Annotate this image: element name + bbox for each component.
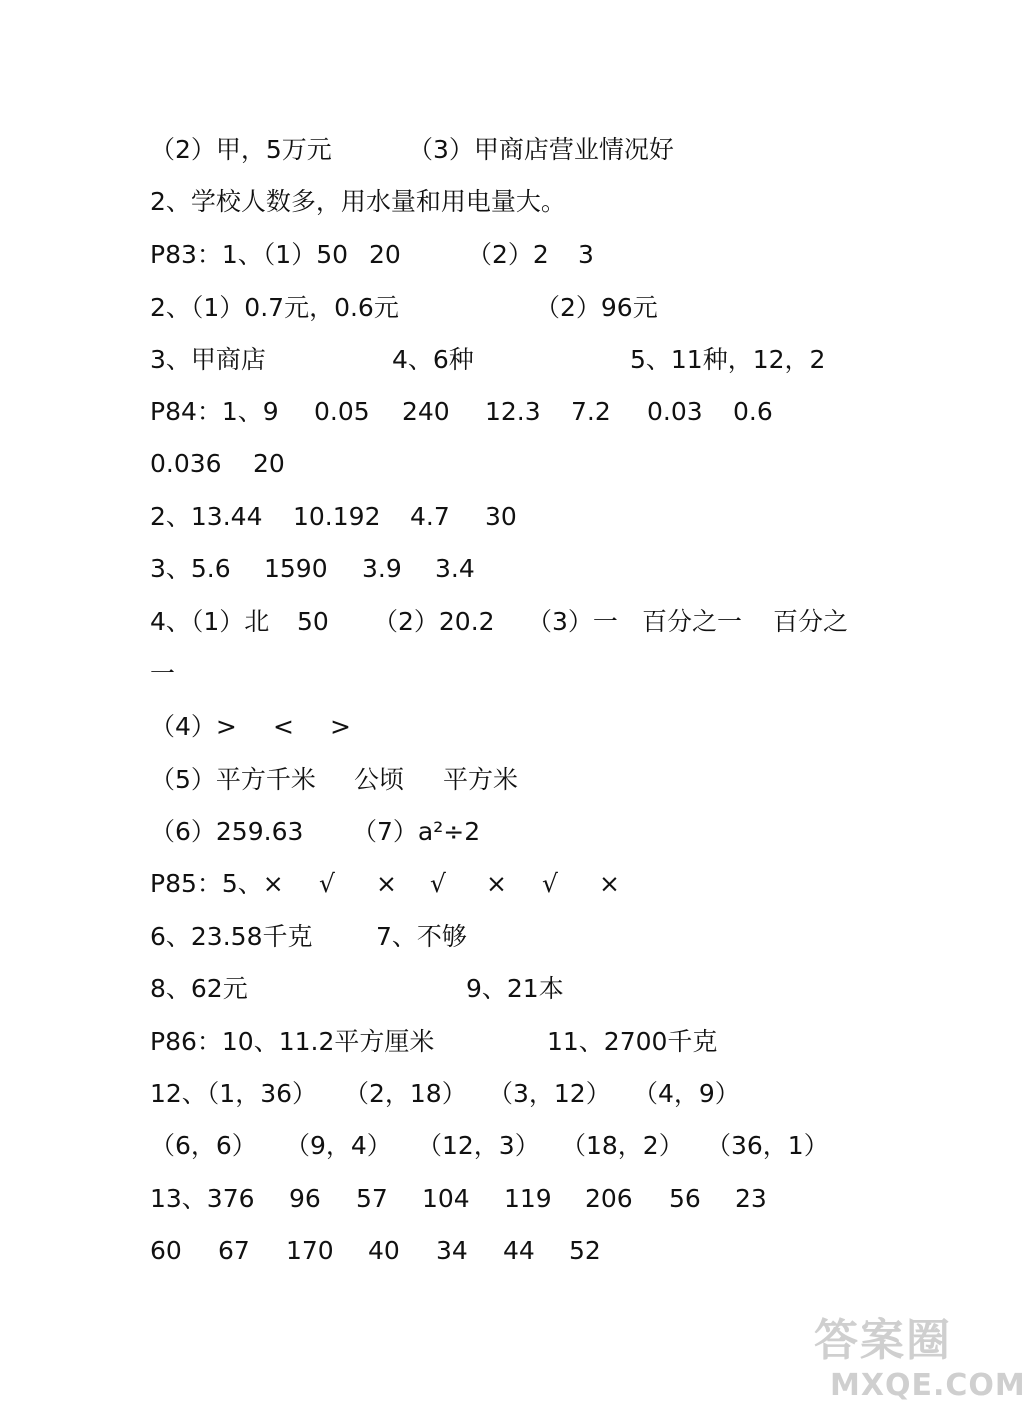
answer-segment: （36，1） [706, 1131, 829, 1160]
answer-segment: 百分之 [773, 607, 849, 636]
answer-segment: 52 [569, 1236, 601, 1265]
answer-segment: 6、23.58千克 [150, 922, 313, 951]
answer-line [0, 917, 1000, 957]
answer-segment: （2）甲，5万元 [150, 135, 332, 164]
answer-segment: 0.03 [647, 397, 703, 426]
answer-segment: × [376, 869, 397, 898]
answer-line [0, 602, 1000, 642]
answer-line [0, 864, 1000, 904]
answer-segment: （3）甲商店营业情况好 [408, 135, 674, 164]
answer-segment: P83：1、（1）50 [150, 240, 349, 269]
answer-line [0, 1074, 1000, 1114]
answer-segment: 34 [436, 1236, 468, 1265]
watermark-url-text: MXQE.COM [830, 1368, 1026, 1403]
answer-segment: 56 [669, 1184, 701, 1213]
answer-segment: （5）平方千米 [150, 765, 316, 794]
answer-segment: √ [430, 869, 446, 898]
answer-segment: （18，2） [561, 1131, 684, 1160]
answer-line [0, 1126, 1000, 1166]
answer-segment: 8、62元 [150, 974, 248, 1003]
answer-segment: 240 [402, 397, 450, 426]
answer-line [0, 1179, 1000, 1219]
answer-segment: （2）20.2 [373, 607, 495, 636]
answer-line [0, 549, 1000, 589]
answer-segment: 3、5.6 [150, 554, 231, 583]
answer-segment: （2，18） [344, 1079, 467, 1108]
watermark-logo [808, 1315, 1026, 1408]
watermark-top-text: 答案圈 [814, 1315, 952, 1366]
answer-segment: （4，9） [633, 1079, 740, 1108]
answer-segment: 30 [485, 502, 517, 531]
answer-line [0, 812, 1000, 852]
answer-segment: 百分之一 [642, 607, 743, 636]
answer-segment: 3.4 [435, 554, 475, 583]
answer-segment: 44 [503, 1236, 535, 1265]
answer-segment: 11、2700千克 [547, 1027, 718, 1056]
answer-segment: 一 [150, 659, 176, 688]
answer-line [0, 288, 1000, 328]
answer-line [0, 392, 1000, 432]
answer-line [0, 497, 1000, 537]
answer-segment: P86：10、11.2平方厘米 [150, 1027, 435, 1056]
answer-segment: 7、不够 [376, 922, 467, 951]
answer-segment: （2）96元 [535, 293, 658, 322]
answer-segment: （3，12） [488, 1079, 611, 1108]
answer-segment: P84：1、9 [150, 397, 279, 426]
answer-segment: 2、（1）0.7元，0.6元 [150, 293, 399, 322]
answer-segment: 96 [289, 1184, 321, 1213]
answer-segment: 0.036 [150, 449, 222, 478]
answer-segment: 3 [578, 240, 594, 269]
answer-segment: < [273, 712, 294, 741]
answer-segment: 0.05 [314, 397, 370, 426]
answer-segment: 206 [585, 1184, 633, 1213]
answer-segment: P85：5、× [150, 869, 284, 898]
answer-line [0, 444, 1000, 484]
answer-segment: 3.9 [362, 554, 402, 583]
answer-segment: 60 [150, 1236, 182, 1265]
answer-line [0, 1231, 1000, 1271]
answer-segment: 4.7 [410, 502, 450, 531]
answer-segment: 57 [356, 1184, 388, 1213]
answer-line [0, 654, 1000, 694]
answer-segment: 40 [368, 1236, 400, 1265]
answer-segment: 170 [286, 1236, 334, 1265]
answer-segment: 9、21本 [466, 974, 564, 1003]
answer-segment: × [486, 869, 507, 898]
answer-segment: （12，3） [417, 1131, 540, 1160]
answer-segment: 1590 [264, 554, 328, 583]
answer-line [0, 707, 1000, 747]
answer-segment: （4）> [150, 712, 237, 741]
answer-segment: 104 [422, 1184, 470, 1213]
answer-segment: 12、（1，36） [150, 1079, 318, 1108]
answer-segment: （6，6） [150, 1131, 257, 1160]
answer-segment: 5、11种，12，2 [630, 345, 826, 374]
answer-segment: 2、13.44 [150, 502, 263, 531]
answer-segment: 4、6种 [392, 345, 474, 374]
answer-segment: 119 [504, 1184, 552, 1213]
answer-segment: × [599, 869, 620, 898]
answer-segment: 20 [369, 240, 401, 269]
answer-segment: √ [319, 869, 335, 898]
answer-segment: 50 [297, 607, 329, 636]
answer-segment: 12.3 [485, 397, 541, 426]
answer-line [0, 130, 1000, 170]
answer-line [0, 969, 1000, 1009]
answer-segment: 3、甲商店 [150, 345, 266, 374]
answer-segment: 20 [253, 449, 285, 478]
answer-line [0, 760, 1000, 800]
answer-segment: 7.2 [571, 397, 611, 426]
answer-line [0, 1022, 1000, 1062]
answer-segment: 67 [218, 1236, 250, 1265]
answer-segment: √ [542, 869, 558, 898]
answer-segment: 公顷 [354, 765, 405, 794]
answer-segment: > [330, 712, 351, 741]
answer-segment: 0.6 [733, 397, 773, 426]
answer-segment: 13、376 [150, 1184, 255, 1213]
answer-line [0, 235, 1000, 275]
answer-segment: （2）2 [467, 240, 549, 269]
answer-segment: 4、（1）北 [150, 607, 270, 636]
answer-segment: 2、学校人数多，用水量和用电量大。 [150, 187, 566, 216]
answer-segment: 平方米 [443, 765, 519, 794]
answer-segment: （6）259.63 [150, 817, 304, 846]
answer-line [0, 340, 1000, 380]
answer-segment: 10.192 [293, 502, 381, 531]
answer-segment: （9，4） [285, 1131, 392, 1160]
answer-segment: 23 [735, 1184, 767, 1213]
answer-segment: （7）a²÷2 [352, 817, 481, 846]
answer-line [0, 182, 1000, 222]
answer-segment: （3）一 [527, 607, 618, 636]
